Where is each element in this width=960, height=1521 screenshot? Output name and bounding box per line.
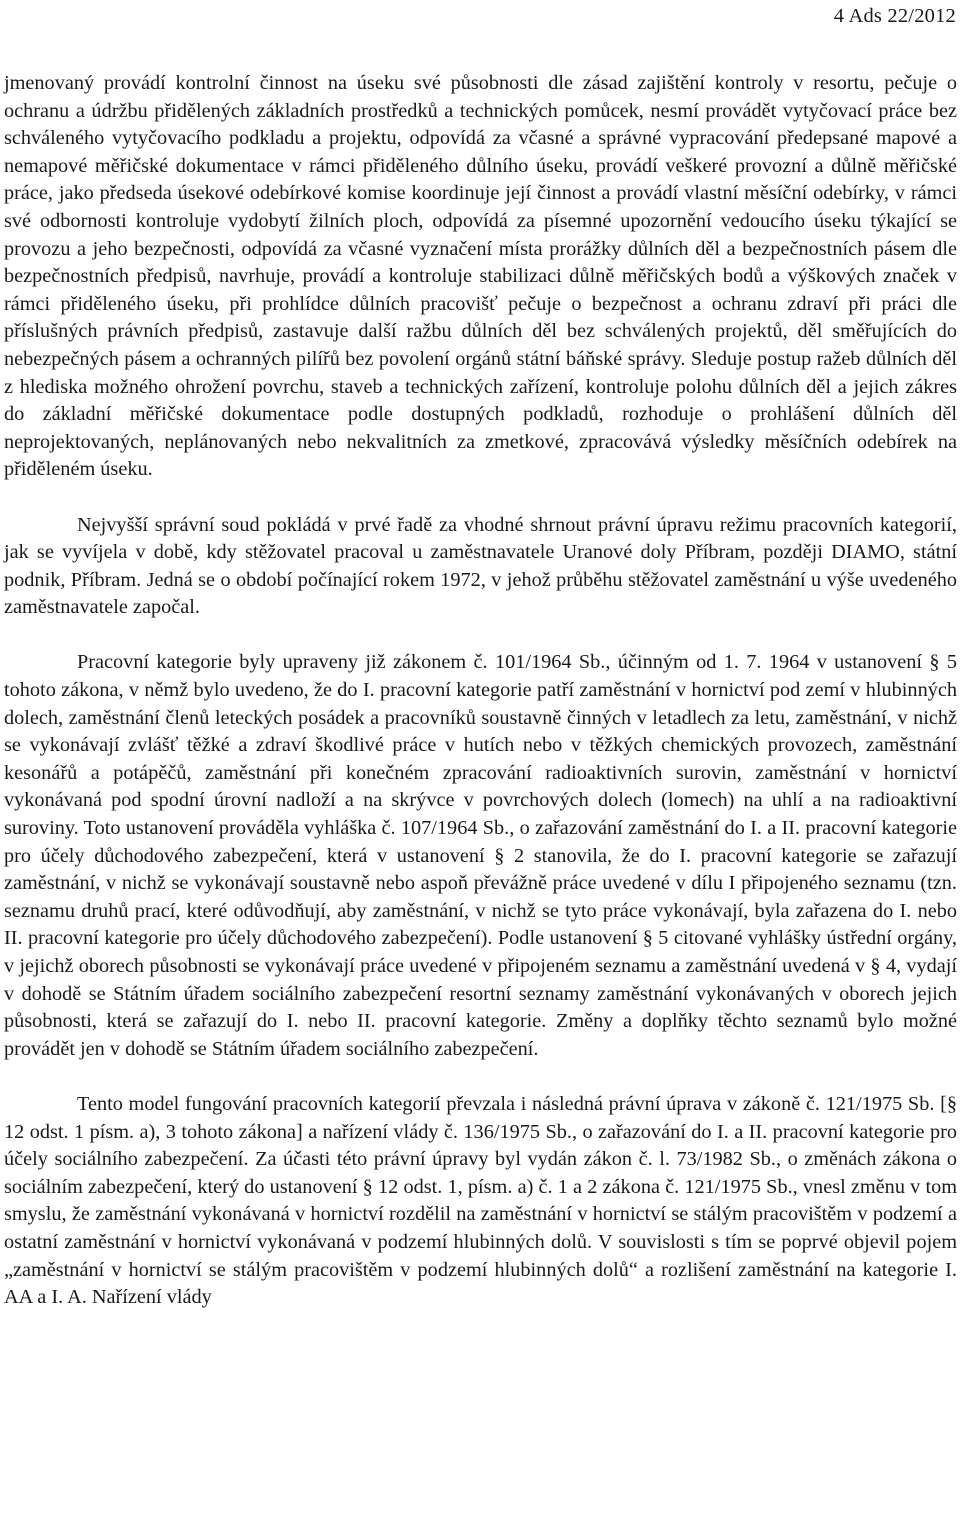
paragraph-court-summary: Nejvyšší správní soud pokládá v prvé řadě za vhodné shrnout právní úpravu režimu pracovních kategorií, jak se vyvíjela v době, kdy stěžovatel pracoval u zaměstnavatele Uranové doly Příbram, později DIAMO, státní podnik, Příbram. Jedná se o období počínající rokem 1972, v jehož průběhu stěžovatel zaměstnání u výše uvedeného zaměstnavatele započal. <box>4 513 957 619</box>
document-body <box>4 70 957 1312</box>
paragraph-job-description: jmenovaný provádí kontrolní činnost na úseku své působnosti dle zásad zajištění kontroly v resortu, pečuje o ochranu a údržbu přidělených základních prostředků a technických pomůcek, nesmí provádět vytyčovací práce bez schváleného vytyčovacího podkladu a projektu, odpovídá za včasné a správné vypracování předepsané mapové a nemapové měřičské dokumentace v rámci přiděleného důlního úseku, provádí veškeré provozní a důlně měřičské práce, jako předseda úsekové odebírkové komise koordinuje její činnost a provádí vlastní měsíční odebírky, v rámci své odbornosti kontroluje vydobytí žilních ploch, odpovídá za písemné upozornění vedoucího úseku týkající se provozu a jeho bezpečnosti, odpovídá za včasné vyznačení místa prorážky důlních děl a bezpečnostních pásem dle bezpečnostních předpisů, navrhuje, provádí a kontroluje stabilizaci důlně měřičských bodů a výškových značek v rámci přiděleného úseku, při prohlídce důlních pracovišť pečuje o bezpečnost a ochranu zdraví při práci dle příslušných právních předpisů, zastavuje další ražbu důlních děl bez schválených projektů, děl směřujících do nebezpečných pásem a ochranných pilířů bez povolení orgánů státní báňské správy. Sleduje postup ražeb důlních děl z hlediska možného ohrožení povrchu, staveb a technických zařízení, kontroluje polohu důlních děl a jejich zákres do základní měřičské dokumentace podle dostupných podkladů, rozhoduje o prohlášení důlních děl neprojektovaných, neplánovaných nebo nekvalitních za zmetkové, zpracovává výsledky měsíčních odebírek na přiděleném úseku. <box>4 72 957 481</box>
paragraph-law-1964: Pracovní kategorie byly upraveny již zákonem č. 101/1964 Sb., účinným od 1. 7. 1964 v ustanovení § 5 tohoto zákona, v němž bylo uvedeno, že do I. pracovní kategorie patří zaměstnání v hornictví pod zemí v hlubinných dolech, zaměstnání členů leteckých posádek a pracovníků soustavně činných v letadlech za letu, zaměstnání, v nichž se vykonávají zvlášť těžké a zdraví škodlivé práce v hutích nebo v těžkých chemických provozech, zaměstnání kesonářů a potápěčů, zaměstnání při konečném zpracování radioaktivních surovin, zaměstnání v hornictví vykonávaná pod spodní úrovní nadloží a na skrývce v povrchových dolech (lomech) na uhlí a na radioaktivní suroviny. Toto ustanovení prováděla vyhláška č. 107/1964 Sb., o zařazování zaměstnání do I. a II. pracovní kategorie pro účely důchodového zabezpečení, která v ustanovení § 2 stanovila, že do I. pracovní kategorie se zařazují zaměstnání, v nichž se vykonávají soustavně nebo aspoň převážně práce uvedené v dílu I připojeného seznamu (tzn. seznamu druhů prací, které odůvodňují, aby zaměstnání, v nichž se tyto práce vykonávají, byla zařazena do I. nebo II. pracovní kategorie pro účely důchodového zabezpečení). Podle ustanovení § 5 citované vyhlášky ústřední orgány, v jejichž oborech působnosti se vykonávají práce uvedené v připojeném seznamu a zaměstnání uvedená v § 4, vydají v dohodě se Státním úřadem sociálního zabezpečení resortní seznamy zaměstnání vykonávaných v oborech jejich působnosti, která se zařazují do I. nebo II. pracovní kategorie. Změny a doplňky těchto seznamů bylo možné provádět jen v dohodě se Státním úřadem sociálního zabezpečení. <box>4 651 957 1060</box>
paragraph-law-1975: Tento model fungování pracovních kategorií převzala i následná právní úprava v zákoně č. 121/1975 Sb. [§ 12 odst. 1 písm. a), 3 tohoto zákona] a nařízení vlády č. 136/1975 Sb., o zařazování do I. a II. pracovní kategorie pro účely sociálního zabezpečení. Za účasti této právní úpravy byl vydán zákon č. l. 73/1982 Sb., o změnách zákona o sociálním zabezpečení, který do ustanovení § 12 odst. 1, písm. a) č. 1 a 2 zákona č. 121/1975 Sb., vnesl změnu v tom smyslu, že zaměstnání vykonávaná v hornictví rozdělil na zaměstnání v hornictví se stálým pracovištěm v podzemí a ostatní zaměstnání v hornictví vykonávaná v podzemí hlubinných dolů. V souvislosti s tím se poprvé objevil pojem „zaměstnání v hornictví se stálým pracovištěm v podzemí hlubinných dolů“ a rozlišení zaměstnání na kategorie I. AA a I. A. Nařízení vlády <box>4 1092 957 1309</box>
case-number-header: 4 Ads 22/2012 <box>833 5 956 27</box>
